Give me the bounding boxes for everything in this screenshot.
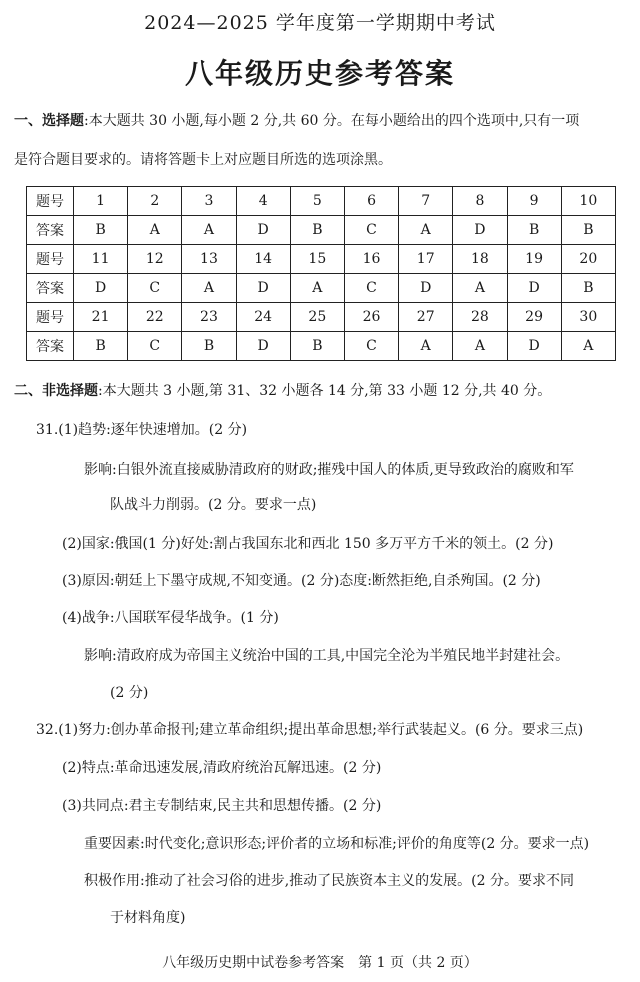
section1-text2: 是符合题目要求的。请将答题卡上对应题目所选的选项涂黑。: [14, 152, 392, 168]
answer-line: 32.(1)努力:创办革命报刊;建立革命组织;提出革命思想;举行武装起义。(6 分。要求三点): [36, 722, 584, 738]
number-cell: 19: [507, 245, 561, 274]
answer-cell: C: [128, 332, 182, 361]
number-cell: 30: [561, 303, 615, 332]
number-cell: 3: [182, 187, 236, 216]
answer-cell: B: [561, 216, 615, 245]
number-cell: 26: [344, 303, 398, 332]
answer-cell: B: [507, 216, 561, 245]
number-cell: 17: [399, 245, 453, 274]
answer-cell: A: [182, 216, 236, 245]
section2-line: [14, 380, 551, 400]
answer-cell: D: [453, 216, 507, 245]
answer-cell: C: [344, 274, 398, 303]
table-row: [27, 216, 616, 245]
answer-line: 31.(1)趋势:逐年快速增加。(2 分): [36, 422, 248, 438]
number-cell: 8: [453, 187, 507, 216]
page-footer: 八年级历史期中试卷参考答案 第 1 页（共 2 页）: [162, 955, 478, 971]
number-cell: 15: [290, 245, 344, 274]
section1-line1: [14, 110, 579, 130]
number-cell: 2: [128, 187, 182, 216]
number-cell: 12: [128, 245, 182, 274]
answer-cell: A: [399, 332, 453, 361]
header-label-cell: 题号: [27, 245, 74, 274]
answer-cell: A: [453, 332, 507, 361]
answer-line: 影响:清政府成为帝国主义统治中国的工具,中国完全沦为半殖民地半封建社会。: [84, 648, 570, 664]
answer-line: (2 分): [110, 685, 149, 701]
answer-cell: B: [74, 216, 128, 245]
number-cell: 6: [344, 187, 398, 216]
answer-cell: A: [453, 274, 507, 303]
table-row: [27, 332, 616, 361]
answer-label-cell: 答案: [27, 216, 74, 245]
answer-label-cell: 答案: [27, 274, 74, 303]
number-cell: 14: [236, 245, 290, 274]
answer-cell: D: [74, 274, 128, 303]
number-cell: 9: [507, 187, 561, 216]
number-cell: 20: [561, 245, 615, 274]
table-row: [27, 303, 616, 332]
number-cell: 13: [182, 245, 236, 274]
answer-cell: A: [128, 216, 182, 245]
answer-cell: B: [74, 332, 128, 361]
answer-cell: B: [182, 332, 236, 361]
answer-line: (4)战争:八国联军侵华战争。(1 分): [62, 610, 279, 626]
answer-line: 积极作用:推动了社会习俗的进步,推动了民族资本主义的发展。(2 分。要求不同: [84, 873, 574, 889]
section2-label: 二、非选择题: [14, 383, 98, 399]
answer-cell: C: [344, 216, 398, 245]
answer-cell: C: [344, 332, 398, 361]
answer-cell: B: [290, 216, 344, 245]
table-row: [27, 274, 616, 303]
answer-line: (2)国家:俄国(1 分)好处:割占我国东北和西北 150 多万平方千米的领土。(2 分): [62, 536, 554, 552]
answer-cell: A: [290, 274, 344, 303]
number-cell: 22: [128, 303, 182, 332]
number-cell: 10: [561, 187, 615, 216]
answer-cell: B: [290, 332, 344, 361]
table-row: [27, 245, 616, 274]
number-cell: 7: [399, 187, 453, 216]
number-cell: 23: [182, 303, 236, 332]
number-cell: 29: [507, 303, 561, 332]
answer-label-cell: 答案: [27, 332, 74, 361]
number-cell: 16: [344, 245, 398, 274]
section1-label: 一、选择题: [14, 113, 84, 129]
answer-line: 队战斗力削弱。(2 分。要求一点): [110, 497, 317, 513]
answer-cell: C: [128, 274, 182, 303]
section2-text: :本大题共 3 小题,第 31、32 小题各 14 分,第 33 小题 12 分,共 40 分。: [98, 383, 552, 399]
page-title: 八年级历史参考答案: [184, 57, 455, 90]
answer-cell: A: [561, 332, 615, 361]
number-cell: 11: [74, 245, 128, 274]
answer-cell: A: [399, 216, 453, 245]
number-cell: 21: [74, 303, 128, 332]
number-cell: 27: [399, 303, 453, 332]
header-label-cell: 题号: [27, 187, 74, 216]
answer-line: 于材料角度): [110, 910, 186, 926]
number-cell: 4: [236, 187, 290, 216]
answer-cell: D: [236, 216, 290, 245]
section1-text1: :本大题共 30 小题,每小题 2 分,共 60 分。在每小题给出的四个选项中,只有一项: [84, 113, 580, 129]
answer-cell: D: [399, 274, 453, 303]
exam-header: 2024—2025 学年度第一学期期中考试: [144, 12, 496, 34]
number-cell: 25: [290, 303, 344, 332]
answer-cell: D: [507, 274, 561, 303]
answer-cell: D: [236, 274, 290, 303]
answer-line: (3)原因:朝廷上下墨守成规,不知变通。(2 分)态度:断然拒绝,自杀殉国。(2 分): [62, 573, 541, 589]
answer-line: 重要因素:时代变化;意识形态;评价者的立场和标准;评价的角度等(2 分。要求一点): [84, 836, 590, 852]
number-cell: 28: [453, 303, 507, 332]
header-label-cell: 题号: [27, 303, 74, 332]
answer-cell: A: [182, 274, 236, 303]
answer-line: (2)特点:革命迅速发展,清政府统治瓦解迅速。(2 分): [62, 760, 382, 776]
number-cell: 24: [236, 303, 290, 332]
answer-table: [26, 186, 616, 361]
number-cell: 18: [453, 245, 507, 274]
number-cell: 5: [290, 187, 344, 216]
answer-cell: B: [561, 274, 615, 303]
answer-line: 影响:白银外流直接威胁清政府的财政;摧残中国人的体质,更导致政治的腐败和军: [84, 462, 574, 478]
number-cell: 1: [74, 187, 128, 216]
answer-cell: D: [236, 332, 290, 361]
answer-line: (3)共同点:君主专制结束,民主共和思想传播。(2 分): [62, 798, 382, 814]
table-row: [27, 187, 616, 216]
answer-cell: D: [507, 332, 561, 361]
